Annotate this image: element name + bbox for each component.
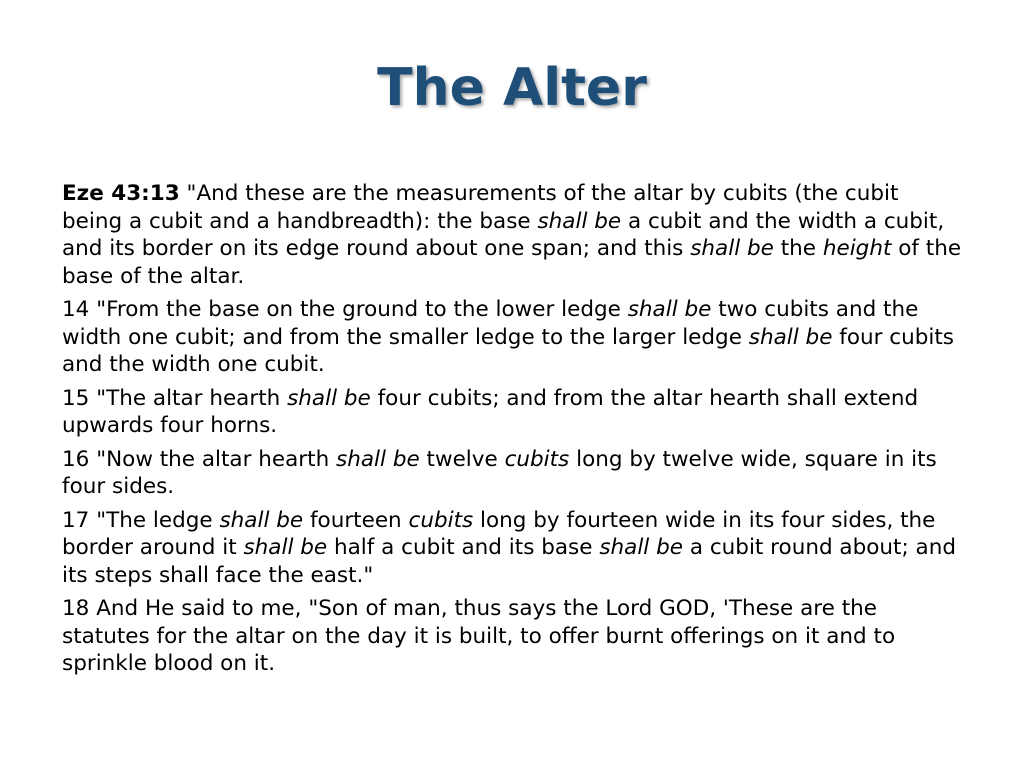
verse-16 xyxy=(62,446,962,501)
verse-text: long by fourteen wide in its four sides, the border around it xyxy=(62,507,936,560)
verse-italic-text: shall be xyxy=(336,446,420,472)
verse-italic-text: shall be xyxy=(537,208,622,234)
verse-text: a cubit and the width a cubit, and its border on its edge round about one span; and this xyxy=(62,208,945,261)
verse-text: twelve xyxy=(419,446,505,472)
verse-italic-text: shall be xyxy=(287,385,371,411)
verse-italic-text: shall be xyxy=(627,297,712,322)
verse-text: four cubits; and from the altar hearth shall extend upwards four horns. xyxy=(62,385,919,438)
verse-text: 18 And He said to me, "Son of man, thus says the Lord GOD, 'These are the statutes for the altar on the day it is built, to offer burnt offerings on it and to sprinkle blood on it. xyxy=(62,596,896,676)
verse-text: long by twelve wide, square in its four sides. xyxy=(62,446,937,499)
verse-text: fourteen xyxy=(303,507,409,533)
verse-italic-text: shall be xyxy=(219,507,304,533)
verse-15 xyxy=(62,385,962,440)
verse-text: the xyxy=(773,236,823,261)
verse-text: "And these are the measurements of the altar by cubits (the cubit being a cubit and a handbreadth): the base xyxy=(62,181,899,234)
verse-text: 16 "Now the altar hearth xyxy=(62,446,337,472)
verse-13 xyxy=(62,180,962,290)
verse-italic-text: shall be xyxy=(748,324,833,350)
verse-italic-text: cubits xyxy=(504,446,570,472)
verse-text: 14 "From the base on the ground to the lower ledge xyxy=(62,297,628,322)
verse-italic-text: shall be xyxy=(243,535,328,560)
verse-18 xyxy=(62,595,962,678)
verse-reference: Eze 43:13 xyxy=(62,181,180,206)
verse-italic-text: cubits xyxy=(408,507,474,533)
verse-italic-text: height xyxy=(822,236,892,261)
verse-text: two cubits and the width one cubit; and from the smaller ledge to the larger ledge xyxy=(62,297,919,350)
verse-text: four cubits and the width one cubit. xyxy=(62,324,954,377)
verse-text: a cubit round about; and its steps shall face the east." xyxy=(62,535,956,588)
scripture-body xyxy=(62,180,962,684)
verse-text: 17 "The ledge xyxy=(62,507,220,533)
verse-italic-text: shall be xyxy=(599,535,683,560)
verse-17 xyxy=(62,507,962,590)
verse-text: of the base of the altar. xyxy=(62,236,962,289)
verse-14 xyxy=(62,296,962,379)
slide-title: The Alter xyxy=(377,58,647,118)
verse-text: 15 "The altar hearth xyxy=(62,385,288,411)
verse-text: half a cubit and its base xyxy=(327,535,600,560)
verse-italic-text: shall be xyxy=(690,236,774,261)
